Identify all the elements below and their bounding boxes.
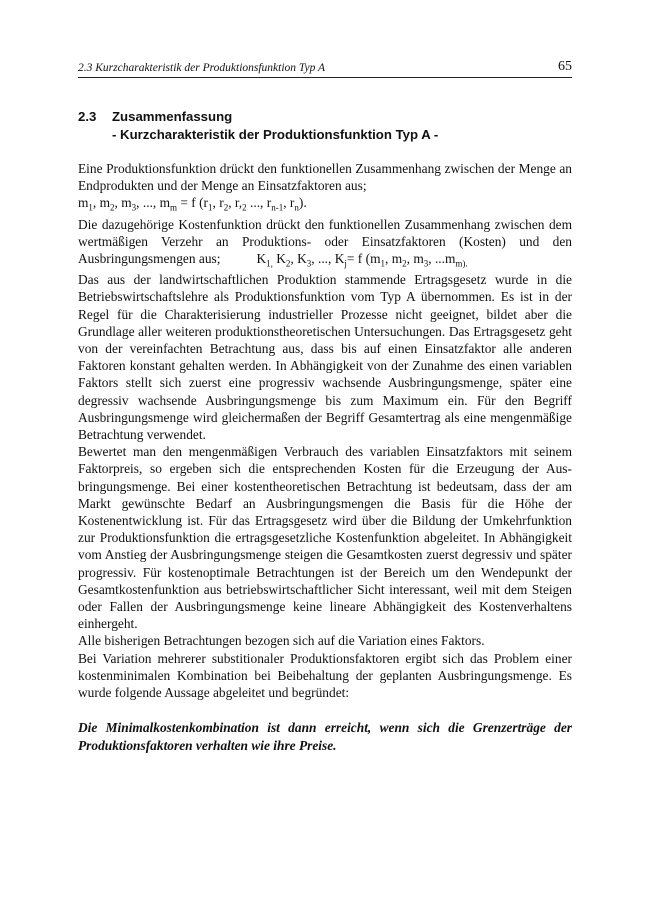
conclusion-statement: Die Minimalkostenkombination ist dann erreicht, wenn sich die Grenzerträge der Produktionsfaktoren verhalten wie ihre Preise. [78, 720, 572, 753]
production-function-formula: $m_1$, $m_2$, $m_3$, ..., $m_m = f$ ($r_1$, $r_2$, $r,_2$ ..., $r_{n-1}$, $r_n$). [78, 195, 307, 214]
paragraph-variation-single: Alle bisherigen Betrachtungen bezogen sich auf die Variation eines Faktors. [78, 633, 485, 649]
section-subtitle: - Kurzcharakteristik der Produktionsfunktion Typ A - [112, 127, 439, 142]
running-header [78, 57, 572, 78]
section-heading [78, 108, 438, 144]
paragraph-variation-multiple: Bei Variation mehrerer substitionaler Produktionsfaktoren ergibt sich das Problem einer kostenminimalen Kombination bei Beibehaltung der geplanten Ausbringungsmenge. Es wurde folgende Aussage abgeleitet und begründet: [78, 650, 572, 701]
cost-function-formula: $K_{1,}$ $K_2$, $K_3$, ..., $K_j= f$ ($m_1$, $m_2$, $m_3$, $...m_{m).}$ [256, 251, 468, 269]
section-number: 2.3 [78, 109, 97, 124]
body-text [78, 160, 572, 754]
paragraph-kostenfunktion: Bewertet man den mengenmäßigen Verbrauch des variablen Einsatzfaktors mit seinem Faktorpreis, so ergeben sich die entsprechenden Kosten für die Erzeugung der Ausbringungsmenge. Bei einer kostentheoretischen Betrachtung ist bedeutsam, dass der am Markt gewünschte Bedarf an Ausbringungsmengen die Basis für die Höhe der Kostenentwicklung ist. Für das Ertragsgesetz wird über die Bildung der Umkehrfunktion zur Produktionsfunktion die ertragsgesetzliche Kostenfunktion abgeleitet. In Abhängigkeit vom Anstieg der Ausbringungsmenge steigen die Gesamtkosten zuerst degressiv und später progressiv. Für kostenoptimale Betrachtungen ist der Bereich um den Wendepunkt der Gesamtkostenfunktion aus betriebswirtschaftlicher Sicht interessant, weil mit dem Steigen oder Fallen der Ausbringungsmenge keine lineare Abhängigkeit des Kostenverhaltens einhergeht. [78, 444, 572, 632]
paragraph-production-function: Eine Produktionsfunktion drückt den funktionellen Zusammenhang zwischen der Menge an Endprodukten und der Menge an Einsatzfaktoren aus; [78, 161, 572, 194]
section-title: Zusammenfassung [112, 109, 233, 124]
paragraph-cost-function: Die dazugehörige Kostenfunktion drückt den funktionellen Zusammenhang zwischen dem wertmäßigen Verzehr an Produktions- oder Einsatzfaktoren (Kosten) und den Ausbringungsmengen aus; $K_{1,}$ $K_2$, $K_3$, ..., $K_j= f$ ($m_1$, $m_2$, $m_3$, $...m_{m).}$ [78, 216, 572, 269]
paragraph-ertragsgesetz: Das aus der landwirtschaftlichen Produktion stammende Ertragsgesetz wurde in die Betriebswirtschaftslehre als Produktionsfunktion vom Typ A übernommen. Es ist in der Regel für die Charakterisierung industrieller Prozesse nicht geeignet, bildet aber die Grundlage aller weiteren produktionstheoretischen Untersuchungen. Das Ertragsgesetz geht von der vereinfachten Betrachtung aus, dass bis auf einen Einsatzfaktor alle anderen Faktoren konstant gehalten werden. In Abhängigkeit von der Zunahme des einen variablen Faktors stellt sich zuerst eine progressiv wachsende Ausbringungsmenge, später eine degressiv wachsende Ausbringungsmenge bis zum Maximum ein. Für den Begriff Ausbringungsmenge wird gleichermaßen der Begriff Gesamtertrag als eine mengenmäßige Betrachtung verwendet. [78, 272, 572, 443]
running-title: 2.3 Kurzcharakteristik der Produktionsfunktion Typ A [78, 62, 326, 74]
page-number: 65 [558, 59, 572, 74]
